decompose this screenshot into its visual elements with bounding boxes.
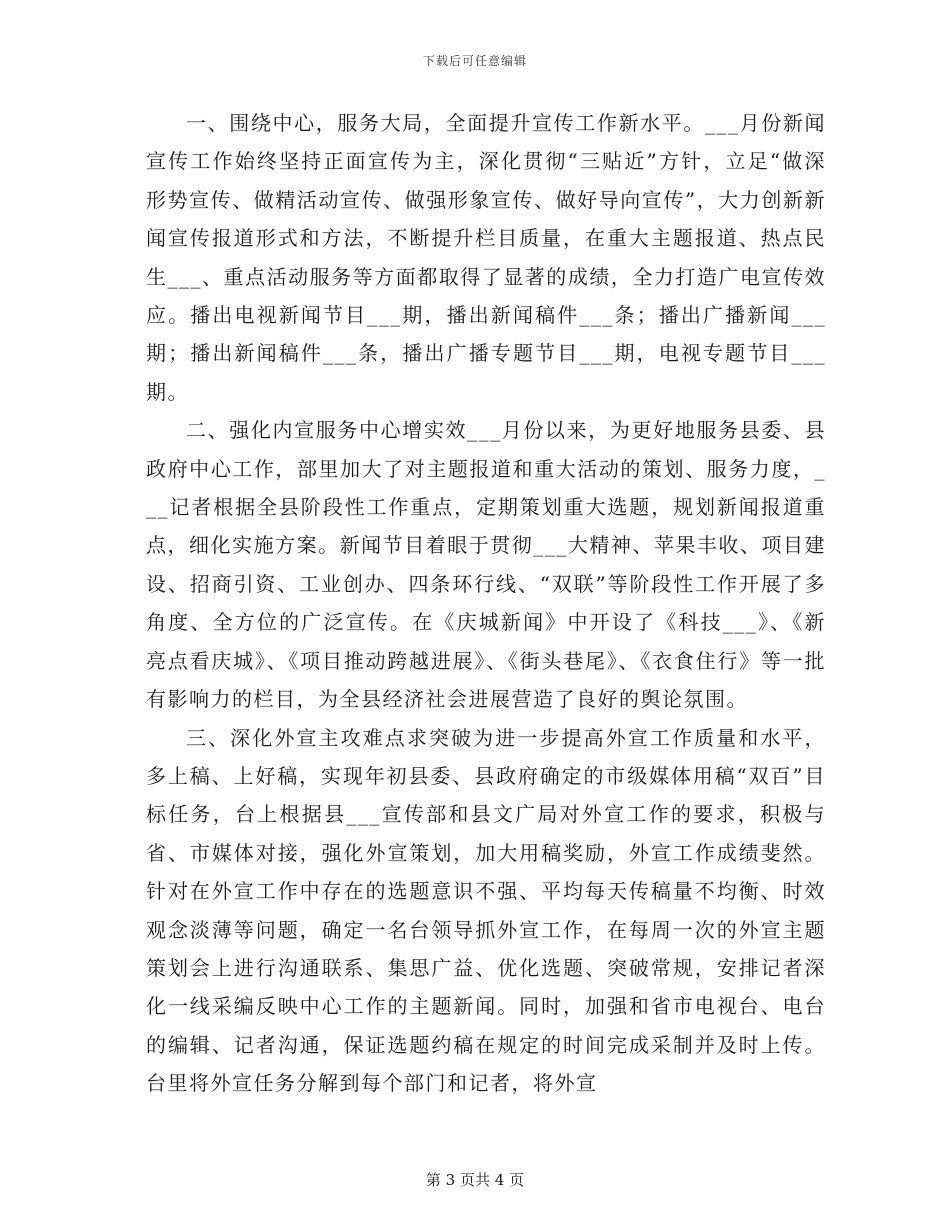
page-number: 第 3 页共 4 页 — [425, 1171, 525, 1189]
paragraph-1: 一、围绕中心，服务大局，全面提升宣传工作新水平。___月份新闻宣传工作始终坚持正面宣传为主，深化贯彻“三贴近”方针，立足“做深形势宣传、做精活动宣传、做强形象宣传、做好导向宣传”，大力创新新闻宣传报道形式和方法，不断提升栏目质量，在重大主题报道、热点民生___、重点活动服务等方面都取得了显著的成绩，全力打造广电宣传效应。播出电视新闻节目___期，播出新闻稿件___条；播出广播新闻___期；播出新闻稿件___条，播出广播专题节目___期，电视专题节目___期。 — [146, 111, 826, 404]
page-header: 下载后可任意编辑 — [422, 54, 527, 68]
paragraph-2: 二、强化内宣服务中心增实效___月份以来，为更好地服务县委、县政府中心工作，部里加大了对主题报道和重大活动的策划、服务力度，___记者根据全县阶段性工作重点，定期策划重大选题，规划新闻报道重点，细化实施方案。新闻节目着眼于贯彻___大精神、苹果丰收、项目建设、招商引资、工业创办、四条环行线、“双联”等阶段性工作开展了多角度、全方位的广泛宣传。在《庆城新闻》中开设了《科技___》、《新亮点看庆城》、《项目推动跨越进展》、《街头巷尾》、《衣食住行》等一批有影响力的栏目，为全县经济社会进展营造了良好的舆论氛围。 — [146, 418, 826, 712]
document-body — [146, 104, 826, 1103]
paragraph-3: 三、深化外宣主攻难点求突破为进一步提高外宣工作质量和水平，多上稿、上好稿，实现年初县委、县政府确定的市级媒体用稿“双百”目标任务，台上根据县___宣传部和县文广局对外宣工作的要求，积极与省、市媒体对接，强化外宣策划，加大用稿奖励，外宣工作成绩斐然。针对在外宣工作中存在的选题意识不强、平均每天传稿量不均衡、时效观念淡薄等问题，确定一名台领导抓外宣工作，在每周一次的外宣主题策划会上进行沟通联系、集思广益、优化选题、突破常规，安排记者深化一线采编反映中心工作的主题新闻。同时，加强和省市电视台、电台的编辑、记者沟通，保证选题约稿在规定的时间完成采制并及时上传。台里将外宣任务分解到每个部门和记者，将外宣 — [146, 725, 826, 1096]
